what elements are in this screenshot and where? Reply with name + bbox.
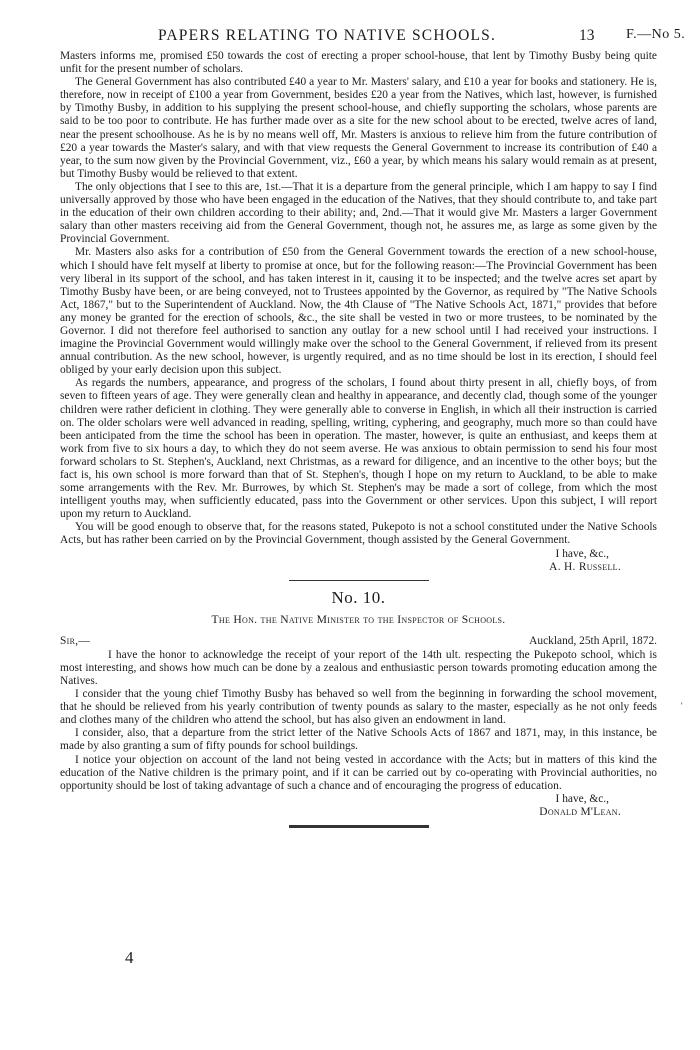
letter-heading: The Hon. the Native Minister to the Inspector of Schools. <box>211 612 506 626</box>
paragraph: I consider that the young chief Timothy Busby has behaved so well from the beginning in forwarding the school movement, that he should be relieved from his yearly contribution of twenty pounds as salary to the master, especially as he not only feeds and clothes many of the children who attend the school, but has also given an endowment in land. <box>60 688 657 727</box>
paragraph: I have the honor to acknowledge the receipt of your report of the 14th ult. respecting the Pukepoto school, which is most interesting, and shows how much can be done by a zealous and enthusiastic person towards promoting education among the Natives. <box>60 648 657 687</box>
signature: Donald M'Lean. <box>539 805 621 818</box>
page-number: 13 <box>579 27 595 44</box>
letter-9-signoff <box>60 548 657 574</box>
section-divider <box>289 580 429 581</box>
letter-10-signoff <box>60 793 657 819</box>
paragraph: I consider, also, that a departure from the strict letter of the Native Schools Acts of 1867 and 1871, may, in this instance, be made by also granting a sum of fifty pounds for school buildings. <box>60 727 657 753</box>
page-body <box>60 50 657 834</box>
page-header <box>60 27 690 47</box>
paragraph: As regards the numbers, appearance, and progress of the scholars, I found about thirty present in all, chiefly boys, of from seven to fifteen years of age. They were generally clean and healthy in appearance, and decently clad, though some of the younger children were rather deficient in clothing. They were generally able to converse in English, in which all their instruction is carried on. The older scholars were well advanced in reading, spelling, writing, cyphering, and geography, much more so than could have been anticipated from the time the school has been in operation. The master, however, is quite an enthusiast, and keeps them at work from five to six hours a day, to which they do not seem averse. He was anxious to obtain permission to send his four most forward scholars to St. Stephen's, Auckland, next Christmas, as a reward for diligence, and an incentive to the other boys; but the fact is, his own school is more forward than that of St. Stephen's, though I hope on my return to Auckland, to be able to make some arrangements with the Rev. Mr. Burrowes, by which St. Stephen's may be made a sort of college, from which the most intelligent youths may, when sufficiently educated, pass into the Government or other services. Upon this subject, I will report upon my return to Auckland. <box>60 377 657 521</box>
margin-mark: ‘ <box>680 701 684 712</box>
paragraph: The General Government has also contributed £40 a year to Mr. Masters' salary, and £10 a year for books and stationery. He is, therefore, now in receipt of £100 a year from Government, besides £20 a year from the Natives, which last, however, is furnished by Timothy Busby, in addition to his supplying the present school-house, and chiefly supporting the scholars, whose parents are said to be too poor to contribute. He has further made over as a site for the new school about to be erected, twelve acres of land, near the present schoolhouse. As he is by no means well off, Mr. Masters is anxious to relieve him from the future contribution of £20 a year towards the Master's salary, and with that view requests the General Government to increase its contribution of £40 a year, to the sum now given by the Provincial Government, viz., £60 a year, by which means his salary would remain as at present, but Timothy Busby would be relieved to that extent. <box>60 76 657 180</box>
salutation: Sir,— <box>60 634 91 647</box>
closing: I have, &c., <box>555 547 609 560</box>
end-divider <box>289 825 429 828</box>
paragraph: Mr. Masters also asks for a contribution of £50 from the General Government towards the erection of a new school-house, which I should have felt myself at liberty to promise at once, but for the following reason:—The Provincial Government has been very liberal in its support of the school, and has taken interest in it, causing it to be inspected; and the twelve acres set apart by Timothy Busby have been, or are being conveyed, not to Trustees appointed by the Governor, as required by "The Native Schools Act, 1867," but to the Superintendent of Auckland. Now, the 4th Clause of "The Native Schools Act, 1871," provides that before any money be granted for the erection of schools, &c., the site shall be vested in two or more trustees, to be nominated by the Governor. I did not therefore feel authorised to sanction any outlay for a new school until I had received your instructions. I imagine the Provincial Government would willingly make over the school to the General Government, if relieved from its present annual contribution. As the new school, however, is urgently required, and as no time should be lost in its erection, I should feel obliged by your early decision upon this subject. <box>60 246 657 377</box>
paragraph: You will be good enough to observe that, for the reasons stated, Pukepoto is not a school constituted under the Native Schools Acts, but has rather been carried on by the Provincial Government, though assisted by the General Government. <box>60 521 657 547</box>
running-title: PAPERS RELATING TO NATIVE SCHOOLS. <box>158 27 497 44</box>
paragraph: Masters informs me, promised £50 towards the cost of erecting a proper school-house, that lent by Timothy Busby being quite unfit for the present number of scholars. <box>60 50 657 76</box>
dateline: Auckland, 25th April, 1872. <box>529 634 657 647</box>
salutation-row <box>60 635 657 649</box>
closing: I have, &c., <box>555 792 609 805</box>
signature-mark: 4 <box>125 948 134 967</box>
letter-number: No. 10. <box>331 587 386 607</box>
document-code: F.—No 5. <box>626 27 686 42</box>
signature: A. H. Russell. <box>549 560 621 573</box>
paragraph: I notice your objection on account of the land not being vested in accordance with the Acts; but in matters of this kind the education of the Native children is the primary point, and if it can be carried out by co-operating with Provincial authorities, no opportunity should be lost of taking advantage of such a chance and of encouraging the progress of education. <box>60 753 657 792</box>
letter-10 <box>60 587 657 819</box>
paragraph: The only objections that I see to this are, 1st.—That it is a departure from the general principle, which I am happy to say I find universally approved by those who have been engaged in the education of the Natives, that they should contribute to, and take part in the education of their own children according to their ability; and, 2nd.—That it would give Mr. Masters a larger Government salary than other masters receiving aid from the General Government, though not, he assures me, as large as some given by the Provincial Government. <box>60 180 657 246</box>
letter-9-continuation <box>60 50 657 574</box>
